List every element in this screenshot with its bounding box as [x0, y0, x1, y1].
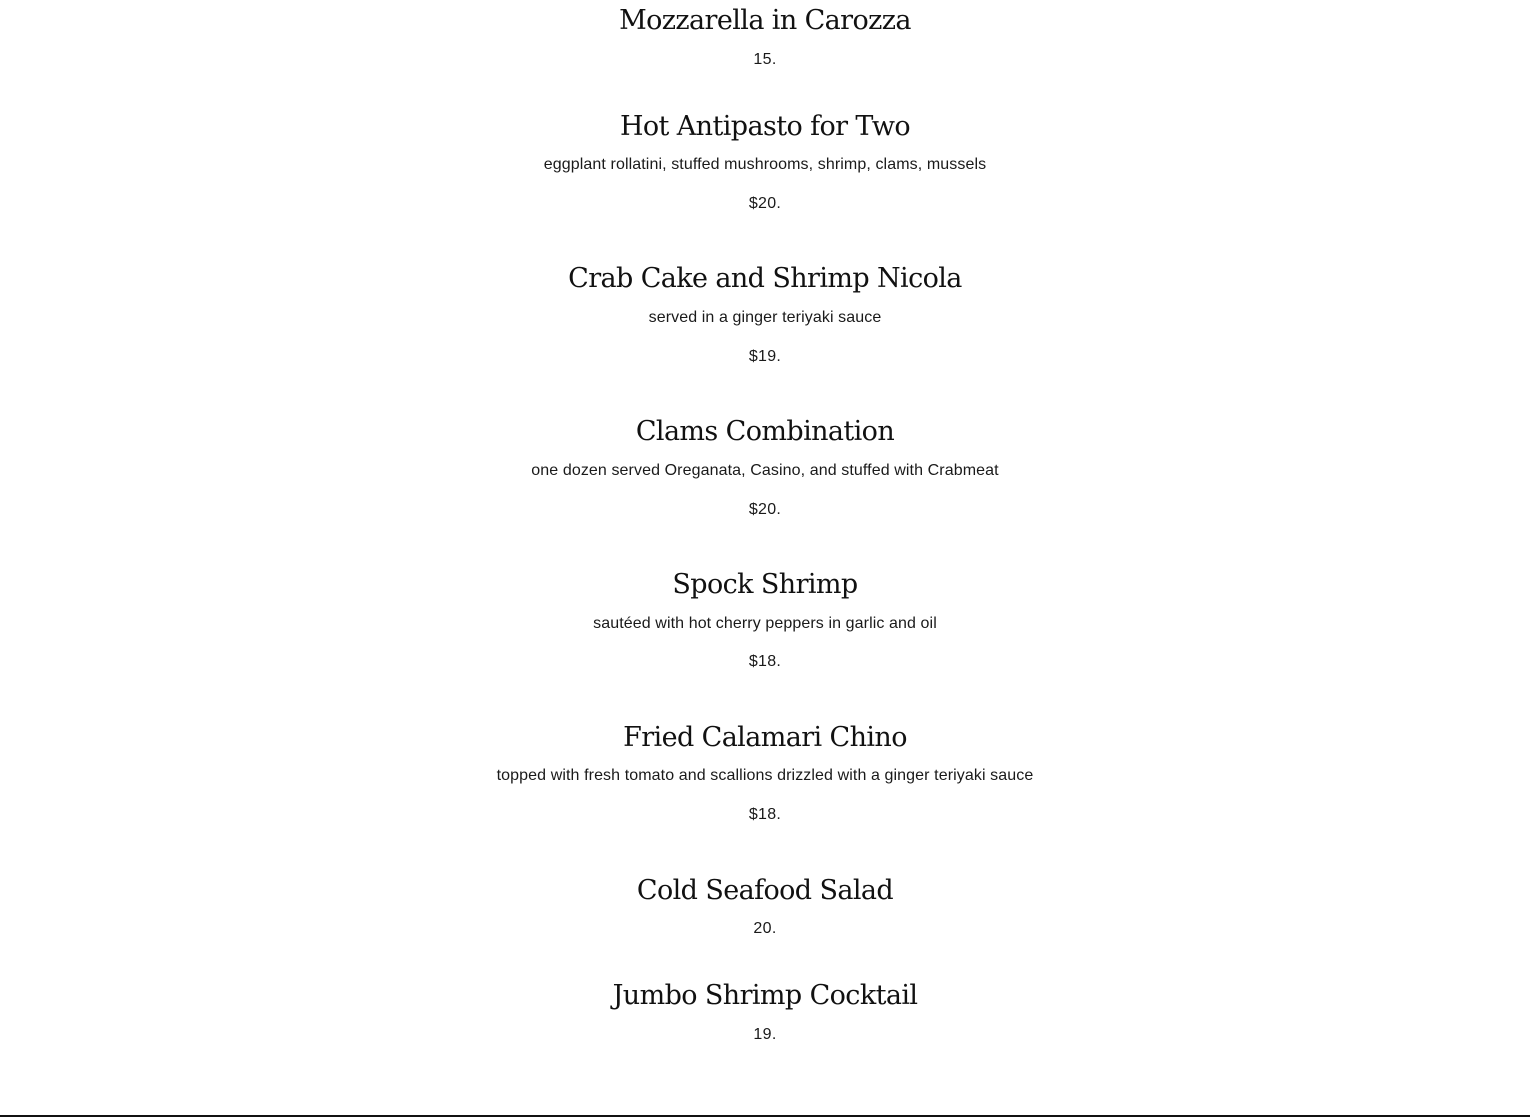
menu-item: [0, 4, 1530, 70]
menu-item-price: $20.: [748, 195, 782, 212]
menu-item-name: Fried Calamari Chino: [623, 722, 907, 753]
menu-item: [0, 415, 1530, 520]
menu-item-name: Crab Cake and Shrimp Nicola: [568, 263, 962, 294]
menu-item-name: Spock Shrimp: [672, 569, 858, 600]
menu-item-name: Jumbo Shrimp Cocktail: [612, 980, 918, 1011]
menu-item: [0, 979, 1530, 1045]
menu-item-price: $19.: [748, 348, 782, 365]
menu-item: [0, 262, 1530, 367]
menu-item: [0, 568, 1530, 672]
menu-item-price: $18.: [748, 806, 782, 823]
menu-item: [0, 721, 1530, 825]
menu-item: [0, 874, 1530, 939]
menu-item-price: 19.: [753, 1026, 777, 1043]
menu-item-price: $18.: [748, 653, 782, 670]
menu-item-name: Hot Antipasto for Two: [619, 111, 911, 142]
menu-item-name: Cold Seafood Salad: [636, 875, 894, 906]
menu-item-name: Clams Combination: [635, 416, 895, 447]
menu-item: [0, 110, 1530, 214]
menu-item-price: 20.: [753, 920, 777, 937]
menu-item-description: eggplant rollatini, stuffed mushrooms, shrimp, clams, mussels: [543, 156, 987, 173]
menu-item-description: served in a ginger teriyaki sauce: [648, 309, 882, 326]
menu-item-price: 15.: [753, 51, 777, 68]
menu-item-description: sautéed with hot cherry peppers in garlic and oil: [593, 615, 937, 632]
menu-item-description: topped with fresh tomato and scallions drizzled with a ginger teriyaki sauce: [496, 767, 1034, 784]
menu-item-name: Mozzarella in Carozza: [619, 5, 911, 36]
menu-item-description: one dozen served Oreganata, Casino, and stuffed with Crabmeat: [531, 462, 999, 479]
menu-item-price: $20.: [748, 501, 782, 518]
